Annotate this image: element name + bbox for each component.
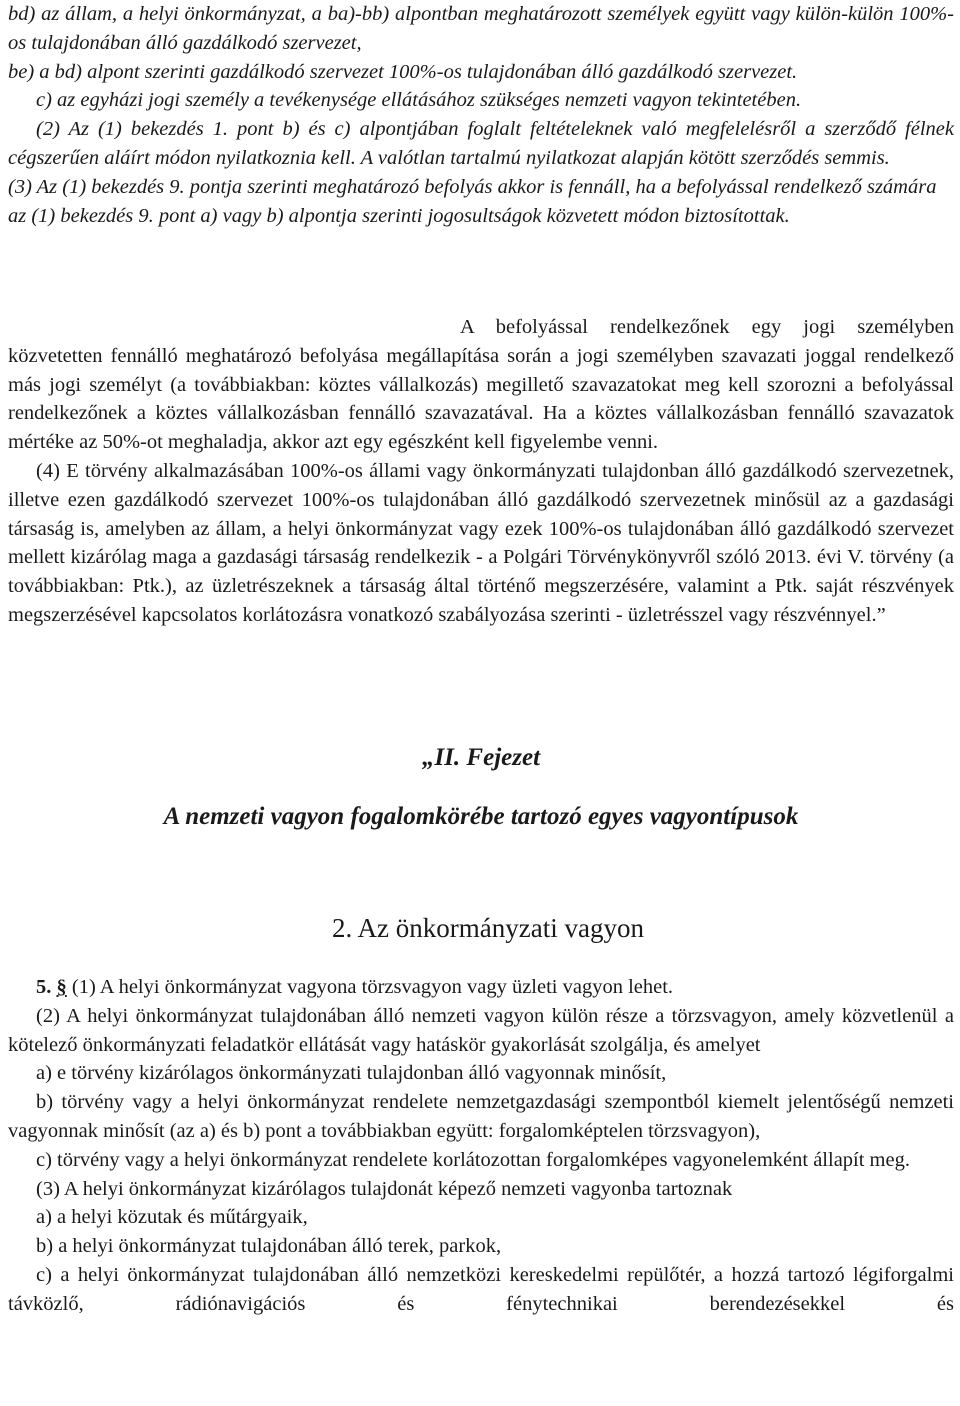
section-5-paragraph-3: (3) A helyi önkormányzat kizárólagos tulajdonát képező nemzeti vagyonba tartoznak <box>36 1177 733 1200</box>
paragraph-3: (3) Az (1) bekezdés 9. pontja szerinti meghatározó befolyás akkor is fennáll, ha a befolyással rendelkező számára az (1) bekezdés 9. pont a) vagy b) alpontja szerinti jogosultságok közvetett módon biztosítottak. <box>8 175 937 227</box>
italic-paragraphs <box>8 0 954 230</box>
section-5-paragraph-2: (2) A helyi önkormányzat tulajdonában álló nemzeti vagyon külön része a törzsvagyon, amely közvetlenül a kötelező önkormányzati feladatkör ellátását vagy hatáskör gyakorlását szolgálja, és amelyet <box>8 1004 954 1056</box>
chapter-title: A nemzeti vagyon fogalomkörébe tartozó egyes vagyontípusok <box>163 803 799 830</box>
paragraph-3-rest: A befolyással rendelkezőnek egy jogi személyben közvetetten fennálló meghatározó befolyása megállapítása során a jogi személyben szavazati joggal rendelkező más jogi személyt (a továbbiakban: köztes vállalkozás) megillető szavazatokat meg kell szorozni a befolyással rendelkezőnek a köztes vállalkozásban fennálló szavazatával. Ha a köztes vállalkozásban fennálló szavazatok mértéke az 50%-ot meghaladja, akkor azt egy egészként kell figyelembe venni. <box>8 316 954 454</box>
section-heading: 2. Az önkormányzati vagyon <box>332 913 644 943</box>
section-5-block <box>8 973 954 1319</box>
section-5-paragraph-2b: b) törvény vagy a helyi önkormányzat rendelete nemzetgazdasági szempontból kiemelt jelentőségű nemzeti vagyonnak minősít (az a) és b) pont a továbbiakban együtt: forgalomképtelen törzsvagyon), <box>8 1091 954 1142</box>
paragraph-c: c) az egyházi jogi személy a tevékenysége ellátásához szükséges nemzeti vagyon tekintetében. <box>36 89 802 112</box>
section-5-paragraph-3c: c) a helyi önkormányzat tulajdonában álló nemzetközi kereskedelmi repülőtér, a hozzá tartozó légiforgalmi távközlő, rádiónavigációs és fénytechnikai berendezésekkel és <box>8 1263 954 1315</box>
section-sign: § <box>56 976 67 998</box>
section-5-paragraph-2a: a) e törvény kizárólagos önkormányzati tulajdonban álló vagyonnak minősít, <box>36 1062 667 1085</box>
section-5-paragraph-3b: b) a helyi önkormányzat tulajdonában álló terek, parkok, <box>36 1235 502 1258</box>
section-5-paragraph-1 <box>8 973 954 1002</box>
paragraph-bd: bd) az állam, a helyi önkormányzat, a ba)-bb) alpontban meghatározott személyek együtt vagy külön-külön 100%-os tulajdonában álló gazdálkodó szervezet, <box>8 3 954 54</box>
section-5-paragraph-3a: a) a helyi közutak és műtárgyaik, <box>36 1206 308 1229</box>
paragraph-4: (4) E törvény alkalmazásában 100%-os állami vagy önkormányzati tulajdonban álló gazdálkodó szervezetnek, illetve ezen gazdálkodó szervezet 100%-os tulajdonában álló gazdálkodó szervezetnek minősül az a gazdasági társaság is, amelyben az állam, a helyi önkormányzat vagy ezek 100%-os tulajdonában álló gazdálkodó szervezet mellett kizárólag maga a gazdasági társaság rendelkezik - a Polgári Törvénykönyvről szóló 2013. évi V. törvény (a továbbiakban: Ptk.), az üzletrészeknek a társaság által történő megszerzésére, valamint a Ptk. saját részvények megszerzésével kapcsolatos korlátozásra vonatkozó szabályozása szerinti - üzletrésszel vagy részvénnyel.” <box>8 459 954 626</box>
paragraph-be: be) a bd) alpont szerinti gazdálkodó szervezet 100%-os tulajdonában álló gazdálkodó szervezet. <box>8 60 798 83</box>
chapter-heading: „II. Fejezet <box>421 744 541 771</box>
paragraph-2: (2) Az (1) bekezdés 1. pont b) és c) alpontjában foglalt feltételeknek való megfelelésről a szerződő félnek cégszerűen aláírt módon nyilatkoznia kell. A valótlan tartalmú nyilatkozat alapján kötött szerződés semmis. <box>8 118 954 169</box>
section-5-p1-text: (1) A helyi önkormányzat vagyona törzsvagyon vagy üzleti vagyon lehet. <box>66 976 674 998</box>
paragraph-3-continuation-block <box>8 313 954 630</box>
section-number: 5. <box>36 976 52 998</box>
section-5-paragraph-2c: c) törvény vagy a helyi önkormányzat rendelete korlátozottan forgalomképes vagyonelemként állapít meg. <box>36 1148 910 1171</box>
